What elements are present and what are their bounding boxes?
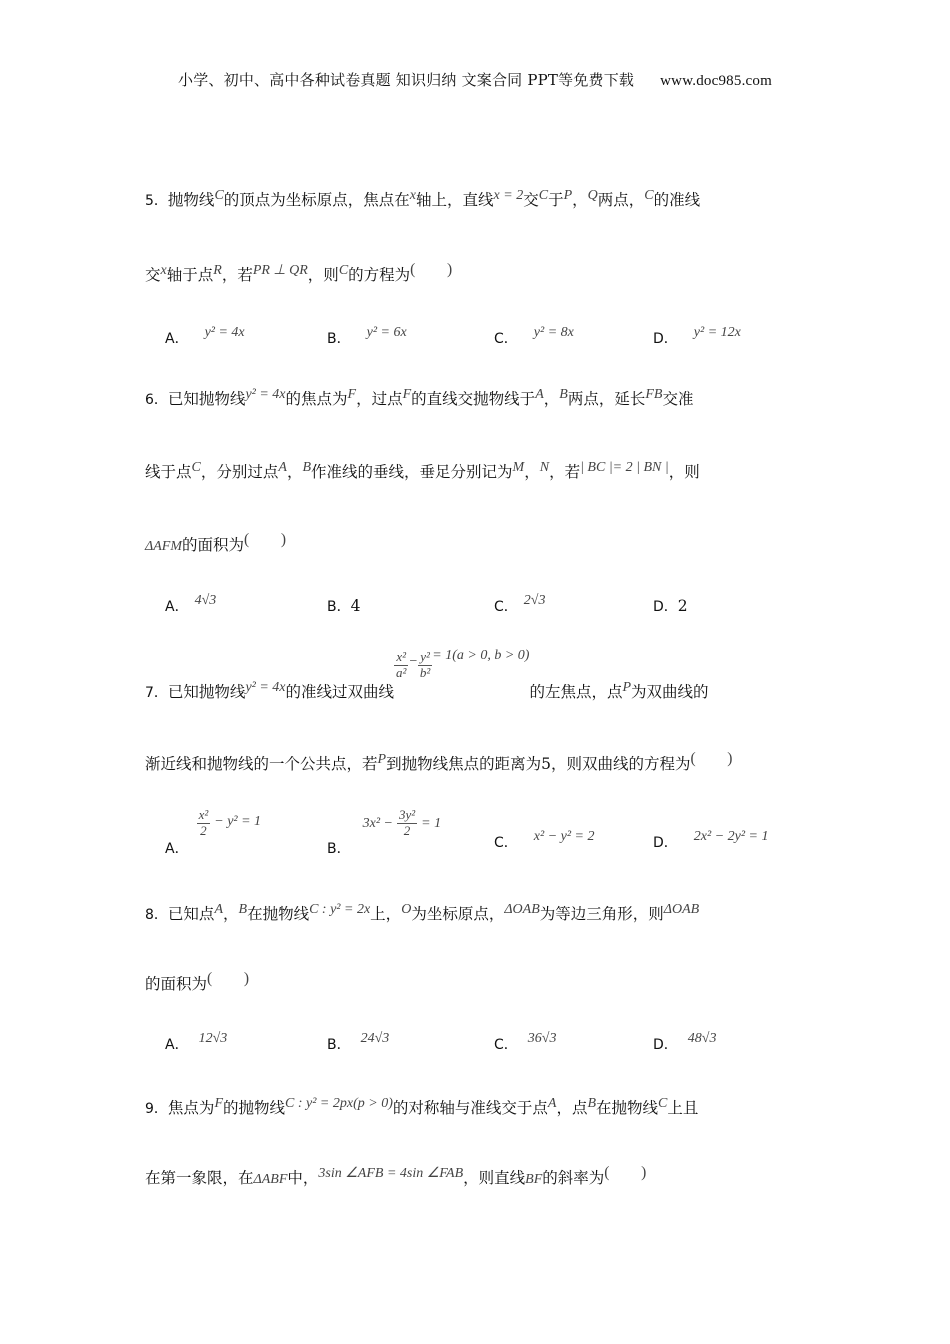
q7-option-a: A． $\frac{\text{x²}}{2}$ − y² = 1 — [165, 807, 262, 858]
q6-option-d: D．2 — [653, 597, 688, 615]
answer-blank: ( ) — [690, 750, 733, 767]
answer-blank: ( ) — [244, 531, 286, 548]
q8-option-c: C． 36√3 — [494, 1031, 557, 1053]
question-6-line-3: ΔAFM的面积为( ) — [145, 531, 286, 554]
question-5-line-1: 5．抛物线C的顶点为坐标原点，焦点在x轴上，直线x = 2交C于P，Q两点，C的准线 — [145, 188, 701, 209]
answer-blank: ( ) — [207, 970, 250, 987]
q6-option-c: C． 2√3 — [494, 593, 546, 615]
page-header — [0, 69, 950, 90]
answer-blank: ( ) — [410, 261, 453, 278]
q7-option-b: B．3x² − $\frac{\text{3y²}}{2}$ = 1 — [327, 807, 442, 858]
fraction-y2-b2: $\frac{\text{y²}}{\text{b²}}$ — [419, 649, 431, 680]
q5-option-d: D． y² = 12x — [653, 325, 741, 347]
q7-option-d: D． 2x² − 2y² = 1 — [653, 829, 769, 851]
question-7-line-1: 7．已知抛物线y² = 4x的准线过双曲线 $\frac{\text{x²}}{\text{a²}}$ − $\frac{\text{y²}}{\text{b²}}$ = 1(a > 0, b > 0)的左焦点，点P为双曲线的 — [145, 648, 709, 702]
q8-option-a: A． 12√3 — [165, 1031, 228, 1053]
question-5-line-2: 交x轴于点R，若PR ⊥ QR，则C的方程为( ) — [145, 261, 453, 284]
answer-blank: ( ) — [604, 1164, 647, 1181]
header-site: www.doc985.com — [660, 73, 772, 89]
q5-option-b: B． y² = 6x — [327, 325, 407, 347]
q8-option-b: B． 24√3 — [327, 1031, 390, 1053]
q7-option-c: C． x² − y² = 2 — [494, 829, 595, 851]
header-title: 小学、初中、高中各种试卷真题 知识归纳 文案合同 PPT等免费下载 — [178, 71, 635, 89]
question-7-line-2: 渐近线和抛物线的一个公共点，若P到抛物线焦点的距离为5，则双曲线的方程为( ) — [145, 750, 733, 773]
q6-option-a: A． 4√3 — [165, 593, 217, 615]
question-6-line-2: 线于点C，分别过点A，B作准线的垂线，垂足分别记为M，N，若| BC |= 2 | BN |，则 — [145, 460, 700, 481]
question-9-line-2: 在第一象限，在ΔABF中，3sin ∠AFB = 4sin ∠FAB，则直线BF的斜率为( ) — [145, 1164, 647, 1187]
question-6-line-1: 6．已知抛物线y² = 4x的焦点为F，过点F的直线交抛物线于A，B两点，延长FB交准 — [145, 387, 694, 408]
question-8-line-2: 的面积为( ) — [145, 970, 250, 993]
q5-option-c: C． y² = 8x — [494, 325, 574, 347]
question-9-line-1: 9．焦点为F的抛物线C : y² = 2px(p > 0)的对称轴与准线交于点A，点B在抛物线C上且 — [145, 1096, 699, 1117]
fraction-x2-a2: $\frac{\text{x²}}{\text{a²}}$ — [396, 649, 407, 680]
q6-option-b: B．4 — [327, 597, 361, 615]
q5-option-a: A． y² = 4x — [165, 325, 245, 347]
question-8-line-1: 8．已知点A，B在抛物线C : y² = 2x上，O为坐标原点，ΔOAB为等边三角形，则ΔOAB — [145, 902, 700, 923]
q8-option-d: D． 48√3 — [653, 1031, 717, 1053]
